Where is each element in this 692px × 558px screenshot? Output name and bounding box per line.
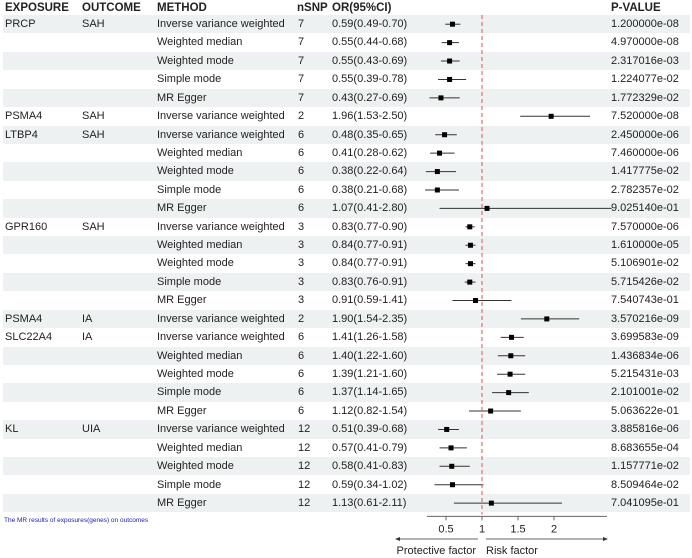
cell-method: Inverse variance weighted	[157, 312, 285, 325]
point-estimate-marker	[447, 40, 452, 45]
cell-or-text: 0.84(0.77-0.91)	[332, 239, 408, 252]
cell-nsnp: 12	[298, 460, 311, 473]
cell-nsnp: 6	[298, 404, 305, 417]
cell-p: 2.450000e-06	[611, 128, 679, 141]
cell-nsnp: 3	[298, 220, 305, 233]
point-estimate-marker	[447, 59, 452, 64]
point-estimate-marker	[468, 261, 473, 266]
cell-or-text: 0.38(0.22-0.64)	[332, 165, 408, 178]
cell-method: Weighted mode	[157, 257, 234, 270]
cell-nsnp: 6	[298, 183, 305, 196]
cell-outcome: UIA	[82, 423, 101, 436]
cell-outcome: SAH	[82, 110, 105, 123]
x-tick-label: 0.5	[438, 523, 454, 536]
point-estimate-marker	[473, 298, 478, 303]
cell-nsnp: 7	[298, 54, 305, 67]
cell-p: 1.224077e-02	[611, 73, 679, 86]
cell-p: 5.715426e-02	[611, 275, 679, 288]
cell-or-text: 0.57(0.41-0.79)	[332, 441, 408, 454]
cell-method: Weighted median	[157, 239, 243, 252]
cell-or-text: 1.96(1.53-2.50)	[332, 110, 408, 123]
point-estimate-marker	[509, 335, 514, 340]
cell-p: 7.460000e-06	[611, 146, 679, 159]
cell-exposure: LTBP4	[5, 128, 38, 141]
cell-nsnp: 6	[298, 367, 305, 380]
cell-or-text: 1.07(0.41-2.80)	[332, 202, 408, 215]
cell-method: Inverse variance weighted	[157, 128, 285, 141]
cell-exposure: PSMA4	[5, 312, 43, 325]
cell-p: 3.885816e-06	[611, 423, 679, 436]
cell-or-text: 0.51(0.39-0.68)	[332, 423, 408, 436]
cell-p: 2.101001e-02	[611, 386, 679, 399]
cell-nsnp: 7	[298, 91, 305, 104]
cell-p: 3.570216e-09	[611, 312, 679, 325]
cell-p: 1.436834e-06	[611, 349, 679, 362]
cell-or-text: 0.91(0.59-1.41)	[332, 294, 408, 307]
arrow-right-icon	[603, 537, 608, 541]
point-estimate-marker	[489, 501, 494, 506]
point-estimate-marker	[508, 353, 513, 358]
cell-p: 5.063622e-01	[611, 404, 679, 417]
cell-method: Inverse variance weighted	[157, 220, 285, 233]
cell-method: Inverse variance weighted	[157, 423, 285, 436]
cell-or-text: 1.90(1.54-2.35)	[332, 312, 408, 325]
x-tick-label: 1	[478, 523, 486, 536]
cell-nsnp: 12	[298, 496, 311, 509]
cell-method: Weighted median	[157, 146, 243, 159]
cell-p: 7.570000e-06	[611, 220, 679, 233]
cell-p: 2.317016e-03	[611, 54, 679, 67]
cell-p: 4.970000e-08	[611, 36, 679, 49]
cell-p: 1.772329e-02	[611, 91, 679, 104]
cell-nsnp: 3	[298, 294, 305, 307]
point-estimate-marker	[450, 482, 455, 487]
point-estimate-marker	[508, 372, 513, 377]
cell-method: MR Egger	[157, 404, 207, 417]
cell-p: 2.782357e-02	[611, 183, 679, 196]
point-estimate-marker	[468, 243, 473, 248]
cell-nsnp: 12	[298, 478, 311, 491]
cell-method: Simple mode	[157, 478, 222, 491]
cell-exposure: PSMA4	[5, 110, 43, 123]
arrow-left-icon	[395, 537, 400, 541]
header-outcome: OUTCOME	[82, 2, 141, 14]
cell-or-text: 1.41(1.26-1.58)	[332, 331, 408, 344]
cell-or-text: 1.12(0.82-1.54)	[332, 404, 408, 417]
cell-outcome: SAH	[82, 18, 105, 30]
point-estimate-marker	[549, 114, 554, 119]
cell-nsnp: 6	[298, 349, 305, 362]
cell-p: 7.540743e-01	[611, 294, 679, 307]
cell-method: MR Egger	[157, 496, 207, 509]
cell-method: Weighted mode	[157, 460, 234, 473]
protective-factor-label: Protective factor	[396, 545, 476, 557]
cell-nsnp: 2	[298, 110, 305, 123]
cell-p: 8.683655e-04	[611, 441, 679, 454]
cell-nsnp: 6	[298, 386, 305, 399]
cell-p: 5.215431e-03	[611, 367, 679, 380]
cell-method: Inverse variance weighted	[157, 110, 285, 123]
cell-or-text: 0.38(0.21-0.68)	[332, 183, 408, 196]
cell-or-text: 1.13(0.61-2.11)	[332, 496, 407, 509]
cell-or-text: 0.84(0.77-0.91)	[332, 257, 408, 270]
cell-nsnp: 7	[298, 18, 305, 30]
cell-method: Weighted median	[157, 441, 243, 454]
cell-outcome: IA	[82, 331, 93, 344]
point-estimate-marker	[488, 409, 493, 414]
cell-exposure: GPR160	[5, 220, 48, 233]
cell-nsnp: 3	[298, 275, 305, 288]
cell-method: Inverse variance weighted	[157, 18, 285, 30]
point-estimate-marker	[435, 187, 440, 192]
cell-nsnp: 3	[298, 257, 305, 270]
point-estimate-marker	[437, 151, 442, 156]
cell-p: 1.200000e-08	[611, 18, 679, 30]
cell-nsnp: 2	[298, 312, 305, 325]
point-estimate-marker	[485, 206, 490, 211]
cell-p: 3.699583e-09	[611, 331, 679, 344]
cell-or-text: 0.43(0.27-0.69)	[332, 91, 408, 104]
cell-or-text: 0.48(0.35-0.65)	[332, 128, 408, 141]
point-estimate-marker	[467, 224, 472, 229]
cell-exposure: PRCP	[5, 18, 36, 30]
point-estimate-marker	[544, 316, 549, 321]
cell-or-text: 1.39(1.21-1.60)	[332, 367, 408, 380]
point-estimate-marker	[447, 77, 452, 82]
point-estimate-marker	[442, 132, 447, 137]
cell-nsnp: 6	[298, 202, 305, 215]
cell-nsnp: 3	[298, 239, 305, 252]
point-estimate-marker	[467, 280, 472, 285]
cell-outcome: SAH	[82, 128, 105, 141]
cell-method: MR Egger	[157, 91, 207, 104]
cell-outcome: IA	[82, 312, 93, 325]
cell-method: Weighted mode	[157, 54, 234, 67]
point-estimate-marker	[449, 445, 454, 450]
cell-or-text: 0.59(0.34-1.02)	[332, 478, 408, 491]
risk-factor-label: Risk factor	[486, 545, 538, 557]
cell-outcome: SAH	[82, 220, 105, 233]
point-estimate-marker	[438, 95, 443, 100]
point-estimate-marker	[450, 22, 455, 27]
cell-exposure: KL	[5, 423, 19, 436]
cell-method: Weighted mode	[157, 165, 234, 178]
cell-nsnp: 6	[298, 331, 305, 344]
cell-or-text: 0.83(0.76-0.91)	[332, 275, 408, 288]
cell-p: 5.106901e-02	[611, 257, 679, 270]
cell-nsnp: 7	[298, 36, 305, 49]
header-nsnp: nSNP	[297, 2, 328, 14]
point-estimate-marker	[435, 169, 440, 174]
caption: The MR results of exposures(genes) on outcomes	[4, 517, 149, 524]
cell-p: 7.041095e-01	[611, 496, 679, 509]
cell-nsnp: 6	[298, 165, 305, 178]
cell-p: 7.520000e-08	[611, 110, 679, 123]
cell-exposure: SLC22A4	[5, 331, 53, 344]
cell-or-text: 0.83(0.77-0.90)	[332, 220, 408, 233]
cell-nsnp: 6	[298, 146, 305, 159]
cell-or-text: 0.41(0.28-0.62)	[332, 146, 408, 159]
header-method: METHOD	[157, 2, 207, 14]
cell-method: Inverse variance weighted	[157, 331, 285, 344]
cell-p: 9.025140e-01	[611, 202, 679, 215]
header-exposure: EXPOSURE	[5, 2, 69, 14]
point-estimate-marker	[449, 464, 454, 469]
cell-method: Simple mode	[157, 386, 222, 399]
cell-or-text: 0.55(0.39-0.78)	[332, 73, 408, 86]
cell-or-text: 0.55(0.44-0.68)	[332, 36, 408, 49]
point-estimate-marker	[444, 427, 449, 432]
cell-or-text: 1.37(1.14-1.65)	[332, 386, 408, 399]
cell-nsnp: 12	[298, 441, 311, 454]
cell-method: Weighted mode	[157, 367, 234, 380]
cell-or-text: 0.55(0.43-0.69)	[332, 54, 408, 67]
cell-p: 1.157771e-02	[611, 460, 679, 473]
cell-method: MR Egger	[157, 202, 207, 215]
cell-method: Weighted median	[157, 36, 243, 49]
header-or: OR(95%CI)	[332, 2, 392, 14]
cell-method: Simple mode	[157, 73, 222, 86]
header-pvalue: P-VALUE	[611, 2, 661, 14]
cell-or-text: 0.59(0.49-0.70)	[332, 18, 408, 30]
cell-method: Simple mode	[157, 275, 222, 288]
cell-p: 1.417775e-02	[611, 165, 679, 178]
x-tick-label: 2	[550, 523, 558, 536]
cell-method: Weighted median	[157, 349, 243, 362]
cell-p: 1.610000e-05	[611, 239, 679, 252]
cell-or-text: 1.40(1.22-1.60)	[332, 349, 408, 362]
cell-p: 8.509464e-02	[611, 478, 679, 491]
cell-nsnp: 12	[298, 423, 311, 436]
x-tick-label: 1.5	[510, 523, 526, 536]
cell-or-text: 0.58(0.41-0.83)	[332, 460, 408, 473]
cell-method: MR Egger	[157, 294, 207, 307]
cell-nsnp: 7	[298, 73, 305, 86]
cell-nsnp: 6	[298, 128, 305, 141]
cell-method: Simple mode	[157, 183, 222, 196]
point-estimate-marker	[506, 390, 511, 395]
